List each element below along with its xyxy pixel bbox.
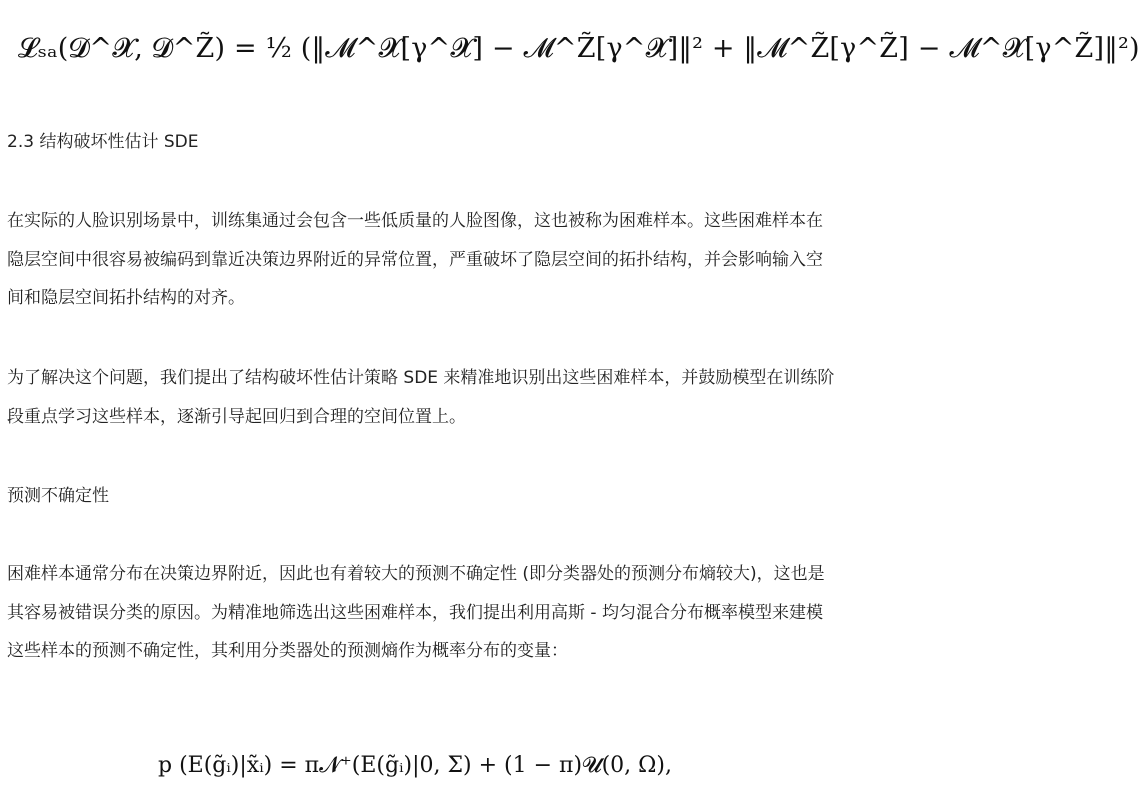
section-heading: 2.3 结构破坏性估计 SDE	[7, 132, 199, 152]
paragraph-sde-strategy: 为了解决这个问题，我们提出了结构破坏性估计策略 SDE 来精准地识别出这些困难样本，并鼓励模型在训练阶段重点学习这些样本，逐渐引导起回归到合理的空间位置上。	[7, 368, 835, 427]
subheading-uncertainty: 预测不确定性	[7, 486, 109, 506]
loss-equation: 𝓛ₛₐ(𝓓^𝓧, 𝓓^Z̃) = ½ (‖𝓜^𝓧[γ^𝓧] − 𝓜^Z̃[γ^𝓧]‖² + ‖𝓜^Z̃[γ^Z̃] − 𝓜^𝓧[γ^Z̃]‖²)	[18, 33, 1140, 64]
paragraph-hard-samples: 在实际的人脸识别场景中，训练集通过会包含一些低质量的人脸图像，这也被称为困难样本。这些困难样本在隐层空间中很容易被编码到靠近决策边界附近的异常位置，严重破坏了隐层空间的拓扑结构，并会影响输入空间和隐层空间拓扑结构的对齐。	[7, 211, 823, 308]
mixture-equation: p (E(g̃ᵢ)|x̃ᵢ) = π𝓝⁺(E(g̃ᵢ)|0, Σ) + (1 − π)𝓤(0, Ω),	[158, 753, 672, 778]
paragraph-uncertainty: 困难样本通常分布在决策边界附近，因此也有着较大的预测不确定性 (即分类器处的预测分布熵较大)，这也是其容易被错误分类的原因。为精准地筛选出这些困难样本，我们提出利用高斯 - 均匀混合分布概率模型来建模这些样本的预测不确定性，其利用分类器处的预测熵作为概率分布的变量：	[7, 564, 825, 661]
